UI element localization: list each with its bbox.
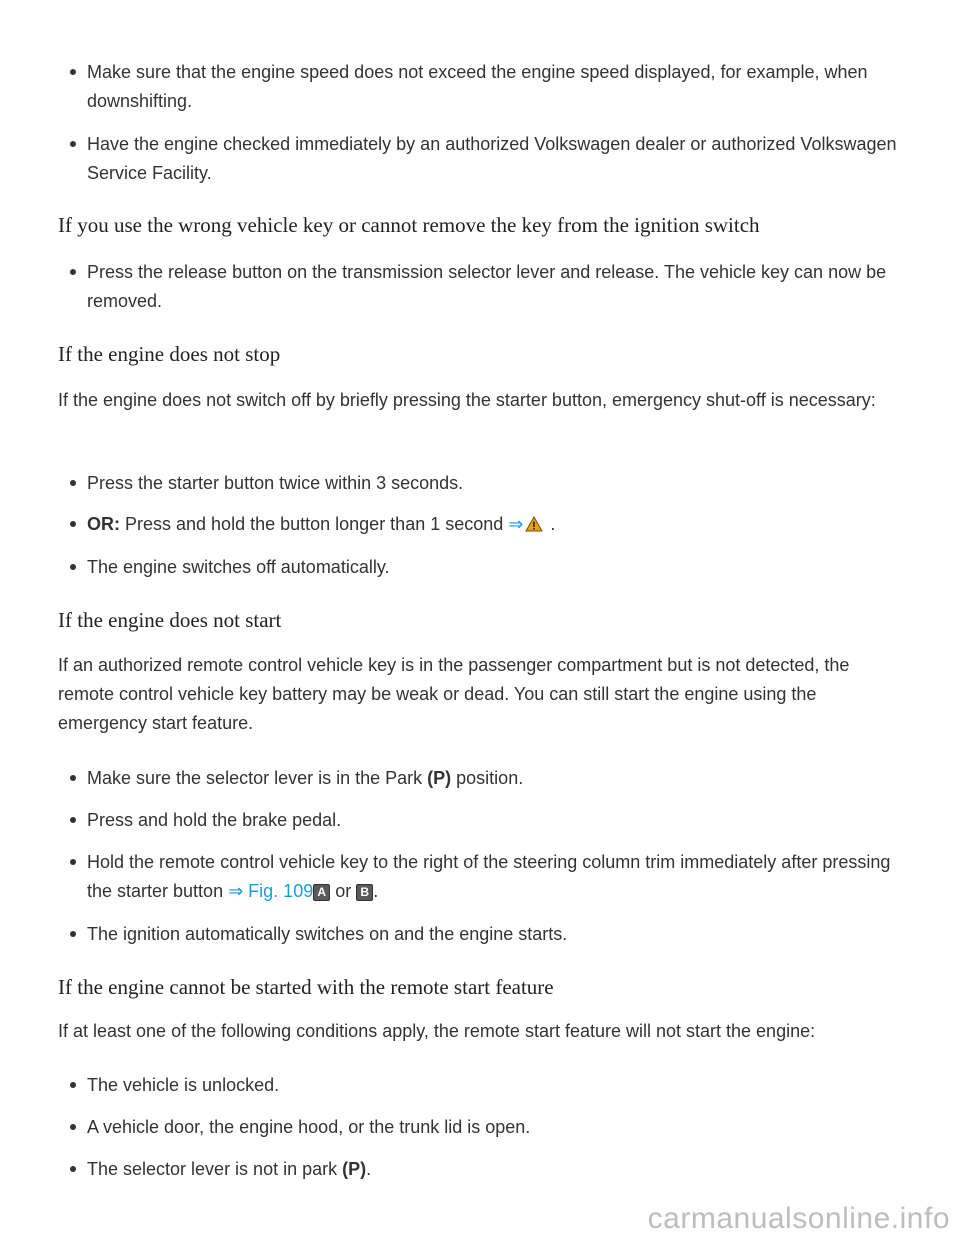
list-item-end: position. [451,768,524,788]
section-heading-wrong-key: If you use the wrong vehicle key or cannot remove the key from the ignition switch [58,213,760,237]
list-item: The ignition automatically switches on and the engine starts. [87,920,917,949]
list-item: Press the starter button twice within 3 seconds. [87,469,917,498]
list-item: Make sure that the engine speed does not exceed the engine speed displayed, for example, when downshifting. [87,58,917,116]
list-item [87,764,917,793]
paragraph: If the engine does not switch off by briefly pressing the starter button, emergency shut-off is necessary: [58,390,876,410]
warning-reference-link[interactable]: ⇒ [508,514,524,534]
or-text: or [330,881,357,901]
list-item: The vehicle is unlocked. [87,1071,917,1100]
list-item: Have the engine checked immediately by an authorized Volkswagen dealer or authorized Volkswagen Service Facility. [87,130,917,188]
section-heading-not-stop: If the engine does not stop [58,342,281,366]
park-label: (P) [427,768,452,788]
section-heading-not-start: If the engine does not start [58,608,282,632]
or-label: OR: [87,514,120,534]
list-item-text: The selector lever is not in park [87,1159,343,1179]
figure-reference-link[interactable]: ⇒ Fig. 109 [228,881,314,901]
list-item-text: Hold the remote control vehicle key to the right of the steering column trim immediately after pressing the starter button [87,852,891,901]
list-item-text: Make sure the selector lever is in the Park [87,768,428,788]
list-item: A vehicle door, the engine hood, or the trunk lid is open. [87,1113,917,1142]
watermark: carmanualsonline.info [647,1202,950,1235]
list-item-end: . [373,881,379,901]
list-item [87,1155,917,1184]
section-heading-remote-start: If the engine cannot be started with the remote start feature [58,975,554,999]
list-item: Press the release button on the transmission selector lever and release. The vehicle key can now be removed. [87,258,917,316]
warning-triangle-icon[interactable] [525,512,543,528]
list-item: Press and hold the brake pedal. [87,806,917,835]
list-item-end: . [545,514,556,534]
paragraph: If at least one of the following conditions apply, the remote start feature will not start the engine: [58,1021,816,1041]
list-item: The engine switches off automatically. [87,553,917,582]
paragraph: If an authorized remote control vehicle key is in the passenger compartment but is not detected, the remote control vehicle key battery may be weak or dead. You can still start the engine using the emergency start feature. [58,655,850,733]
list-item [87,510,917,539]
key-b-icon: B [356,884,373,901]
key-a-icon: A [313,884,330,901]
list-item-end: . [366,1159,372,1179]
list-item [87,848,917,906]
park-label: (P) [342,1159,367,1179]
list-item-text: Press and hold the button longer than 1 second [120,514,509,534]
